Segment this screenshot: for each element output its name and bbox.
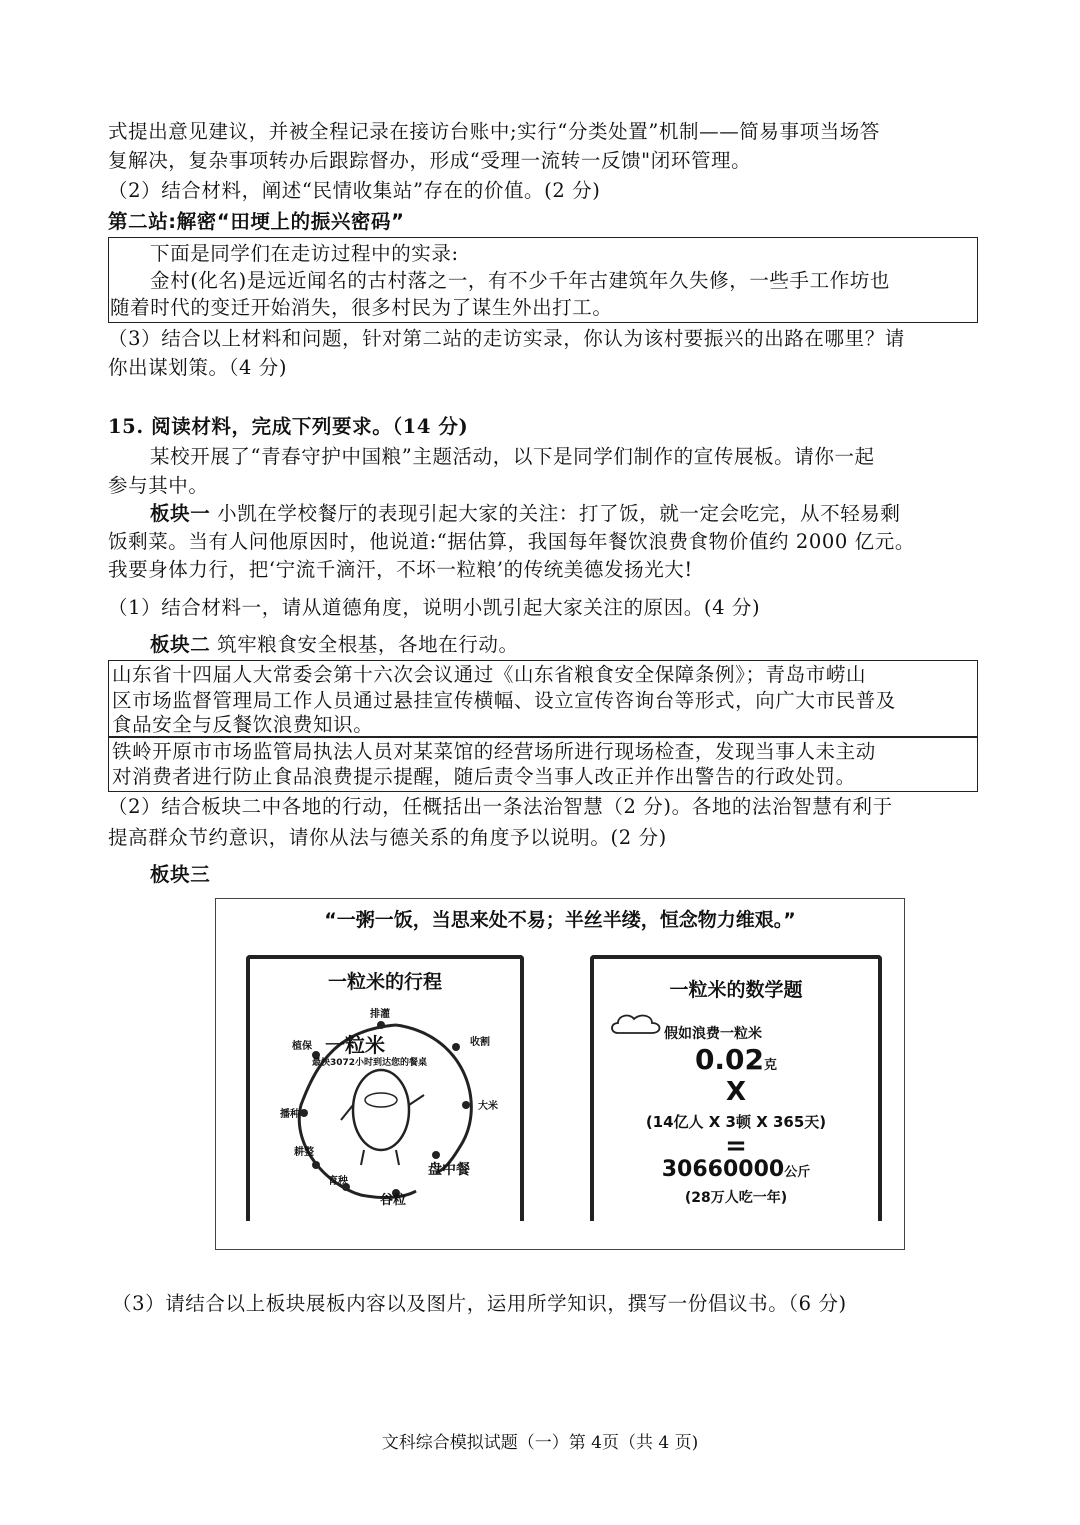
intro-text: 参与其中。 xyxy=(108,474,209,497)
block-2-line xyxy=(150,631,519,659)
question-3-cont: 你出谋划策。（4 分) xyxy=(108,356,288,379)
block-2-text: 筑牢粮食安全根基，各地在行动。 xyxy=(210,633,519,656)
result-number: 30660000 xyxy=(661,1157,785,1182)
stop-label: 大米 xyxy=(478,1101,498,1112)
rice-journey-panel xyxy=(246,955,524,1221)
question-3: （3）结合以上材料和问题，针对第二站的走访实录，你认为该村要振兴的出路在哪里？请 xyxy=(108,327,905,350)
times-sign: X xyxy=(725,1077,747,1107)
poster-quote: “一粥一饭，当思来处不易；半丝半缕，恒念物力维艰。” xyxy=(324,909,796,931)
block-1-line: 饭剩菜。当有人问他原因时，他说道:“据估算，我国每年餐饮浪费食物价值约 2000 亿元。 xyxy=(108,530,915,553)
waste-value xyxy=(594,1043,878,1076)
question-2: （2）结合材料，阐述“民情收集站”存在的价值。(2 分) xyxy=(108,179,601,202)
stop-label: 排灌 xyxy=(370,1009,390,1020)
waste-value-number: 0.02 xyxy=(694,1043,765,1076)
rice-math-title: 一粒米的数学题 xyxy=(669,979,803,1001)
stop-label: 收割 xyxy=(470,1037,490,1048)
question-3b: （3）请结合以上板块展板内容以及图片，运用所学知识，撰写一份倡议书。（6 分) xyxy=(112,1292,847,1315)
box-text: 随着时代的变迁开始消失，很多村民为了谋生外出打工。 xyxy=(110,296,613,319)
stop-label: 盘中餐 xyxy=(428,1162,470,1178)
stop-label: 植保 xyxy=(292,1041,312,1052)
box-text: 铁岭开原市市场监管局执法人员对某菜馆的经营场所进行现场检查，发现当事人未主动 xyxy=(112,740,876,763)
box-text: 金村(化名)是远近闻名的古村落之一，有不少千年古建筑年久失修，一些手工作坊也 xyxy=(150,269,891,292)
rice-center-note: 最快3072小时到达您的餐桌 xyxy=(312,1058,428,1068)
block-1-line: 我要身体力行，把‘宁流千滴汗，不坏一粒粮’的传统美德发扬光大! xyxy=(108,558,693,581)
question-2b-cont: 提高群众节约意识，请你从法与德关系的角度予以说明。(2 分) xyxy=(108,826,667,849)
cloud-icon xyxy=(608,1011,668,1041)
waste-premise: 假如浪费一粒米 xyxy=(664,1026,762,1042)
station-2-heading: 第二站:解密“田埂上的振兴密码” xyxy=(108,210,405,233)
stop-label: 耕整 xyxy=(294,1147,314,1158)
block-1-label: 板块一 xyxy=(150,502,211,525)
waste-value-unit: 克 xyxy=(764,1058,778,1073)
block-1-line xyxy=(150,500,901,528)
box-text: 食品安全与反餐饮浪费知识。 xyxy=(112,713,374,736)
box-text: 区市场监督管理局工作人员通过悬挂宣传横幅、设立宣传咨询台等形式，向广大市民普及 xyxy=(112,689,896,712)
box-text: 下面是同学们在走访过程中的实录: xyxy=(150,242,459,265)
block-2-label: 板块二 xyxy=(150,633,211,656)
block-1-text: 小凯在学校餐厅的表现引起大家的关注：打了饭，就一定会吃完，从不轻易剩 xyxy=(210,502,901,525)
result-unit: 公斤 xyxy=(784,1165,811,1180)
stop-label: 育秧 xyxy=(328,1176,348,1187)
question-15-title: 15. 阅读材料，完成下列要求。（14 分) xyxy=(108,415,469,438)
box-text: 对消费者进行防止食品浪费提示提醒，随后责令当事人改正并作出警告的行政处罚。 xyxy=(112,765,856,788)
intro-text: 某校开展了“青春守护中国粮”主题活动，以下是同学们制作的宣传展板。请你一起 xyxy=(150,445,875,468)
poster-image xyxy=(215,898,905,1250)
stop-label: 谷粒 xyxy=(380,1193,407,1208)
text-line: 式提出意见建议，并被全程记录在接访台账中;实行“分类处置”机制——简易事项当场答 xyxy=(108,120,881,143)
journey-path xyxy=(246,955,516,1217)
question-1: （1）结合材料一，请从道德角度，说明小凯引起大家关注的原因。(4 分) xyxy=(108,596,761,619)
stop-label: 播种 xyxy=(280,1109,300,1120)
text-line: 复解决，复杂事项转办后跟踪督办，形成“受理一流转一反馈"闭环管理。 xyxy=(108,149,752,172)
rice-center-label: 一粒米 xyxy=(325,1033,385,1057)
formula: (14亿人 X 3顿 X 365天) xyxy=(645,1113,827,1131)
rice-journey-title: 一粒米的行程 xyxy=(327,971,442,993)
rice-math-panel xyxy=(590,955,882,1221)
result-note: (28万人吃一年) xyxy=(684,1190,788,1206)
result xyxy=(594,1157,878,1182)
box-text: 山东省十四届人大常委会第十六次会议通过《山东省粮食安全保障条例》；青岛市崂山 xyxy=(112,663,867,686)
page-footer: 文科综合模拟试题（一）第 4页（共 4 页) xyxy=(381,1433,699,1453)
question-2b: （2）结合板块二中各地的行动，任概括出一条法治智慧（2 分)。各地的法治智慧有利于 xyxy=(108,795,893,818)
rice-mascot-icon xyxy=(353,1070,409,1150)
equals-sign: = xyxy=(725,1131,747,1161)
block-3-label: 板块三 xyxy=(150,863,211,886)
